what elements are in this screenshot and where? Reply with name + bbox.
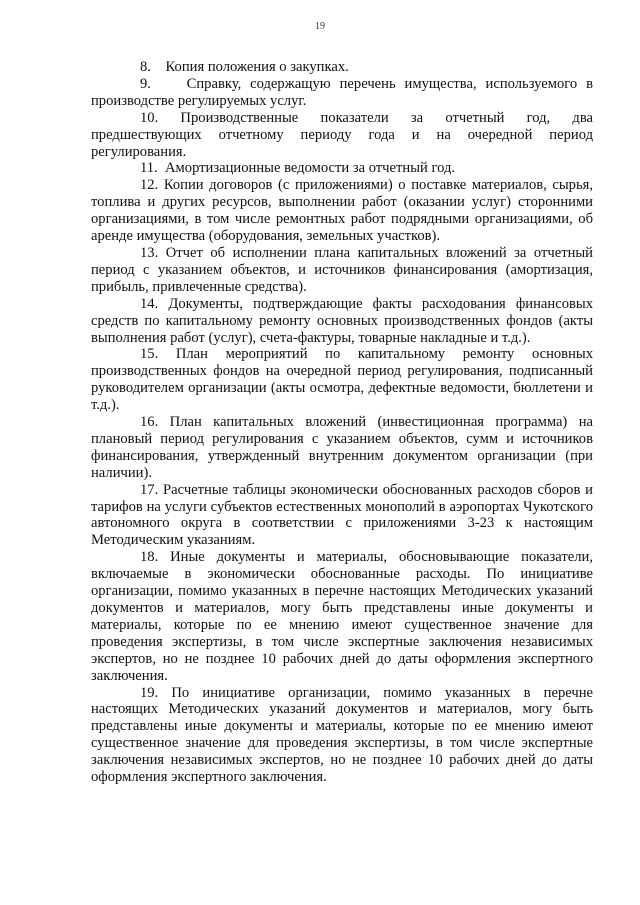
list-item-17: 17. Расчетные таблицы экономически обоснованных расходов сборов и тарифов на услуги субъектов естественных монополий в аэропортах Чукотского автономного округа в соответствии с приложениями 3-23 к настоящим Методическим указаниям. <box>91 481 593 549</box>
list-item-10: 10. Производственные показатели за отчетный год, два предшествующих отчетному периоду года и на очередной период регулирования. <box>91 109 593 160</box>
list-item-15: 15. План мероприятий по капитальному ремонту основных производственных фондов на очередной период регулирования, подписанный руководителем организации (акты осмотра, дефектные ведомости, бюллетени и т.д.). <box>91 346 593 414</box>
list-item-16: 16. План капитальных вложений (инвестиционная программа) на плановый период регулирования с указанием объектов, сумм и источников финансирования, утвержденный внутренним документом организации (при наличии). <box>91 414 593 481</box>
list-item-9: 9. Справку, содержащую перечень имущества, используемого в производстве регулируемых услуг. <box>91 75 593 109</box>
list-item-19: 19. По инициативе организации, помимо указанных в перечне настоящих Методических указаний документов и материалов, могу быть представлены иные документы и материалы, которые по ее мнению имеют существенное значение для проведения экспертизы, в том числе экспертные заключения независимых экспертов, но не позднее 10 рабочих дней до даты оформления экспертного заключения. <box>91 684 593 786</box>
page-content <box>91 59 593 786</box>
list-item-12: 12. Копии договоров (с приложениями) о поставке материалов, сырья, топлива и других ресурсов, выполнении работ (оказании услуг) сторонними организациями, в том числе ремонтных работ подрядными организациями, об аренде имущества (оборудования, земельных участков). <box>91 177 593 245</box>
list-item-11: 11. Амортизационные ведомости за отчетный год. <box>140 160 456 177</box>
list-item-8: 8. Копия положения о закупках. <box>140 59 349 75</box>
list-item-18: 18. Иные документы и материалы, обосновывающие показатели, включаемые в экономически обоснованные расходы. По инициативе организации, помимо указанных в перечне настоящих Методических указаний документов и материалов, могу быть представлены иные документы и материалы, которые по ее мнению имеют существенное значение для проведения экспертизы, в том числе экспертные заключения независимых экспертов, но не позднее 10 рабочих дней до даты оформления экспертного заключения. <box>91 549 593 684</box>
list-item-14: 14. Документы, подтверждающие факты расходования финансовых средств по капитальному ремонту основных производственных фондов (акты выполнения работ (услуг), счета-фактуры, товарные накладные и т.д.). <box>91 295 593 346</box>
page-number: 19 <box>315 21 325 32</box>
list-item-13: 13. Отчет об исполнении плана капитальных вложений за отчетный период с указанием объектов, и источников финансирования (амортизация, прибыль, привлеченные средства). <box>91 244 593 295</box>
